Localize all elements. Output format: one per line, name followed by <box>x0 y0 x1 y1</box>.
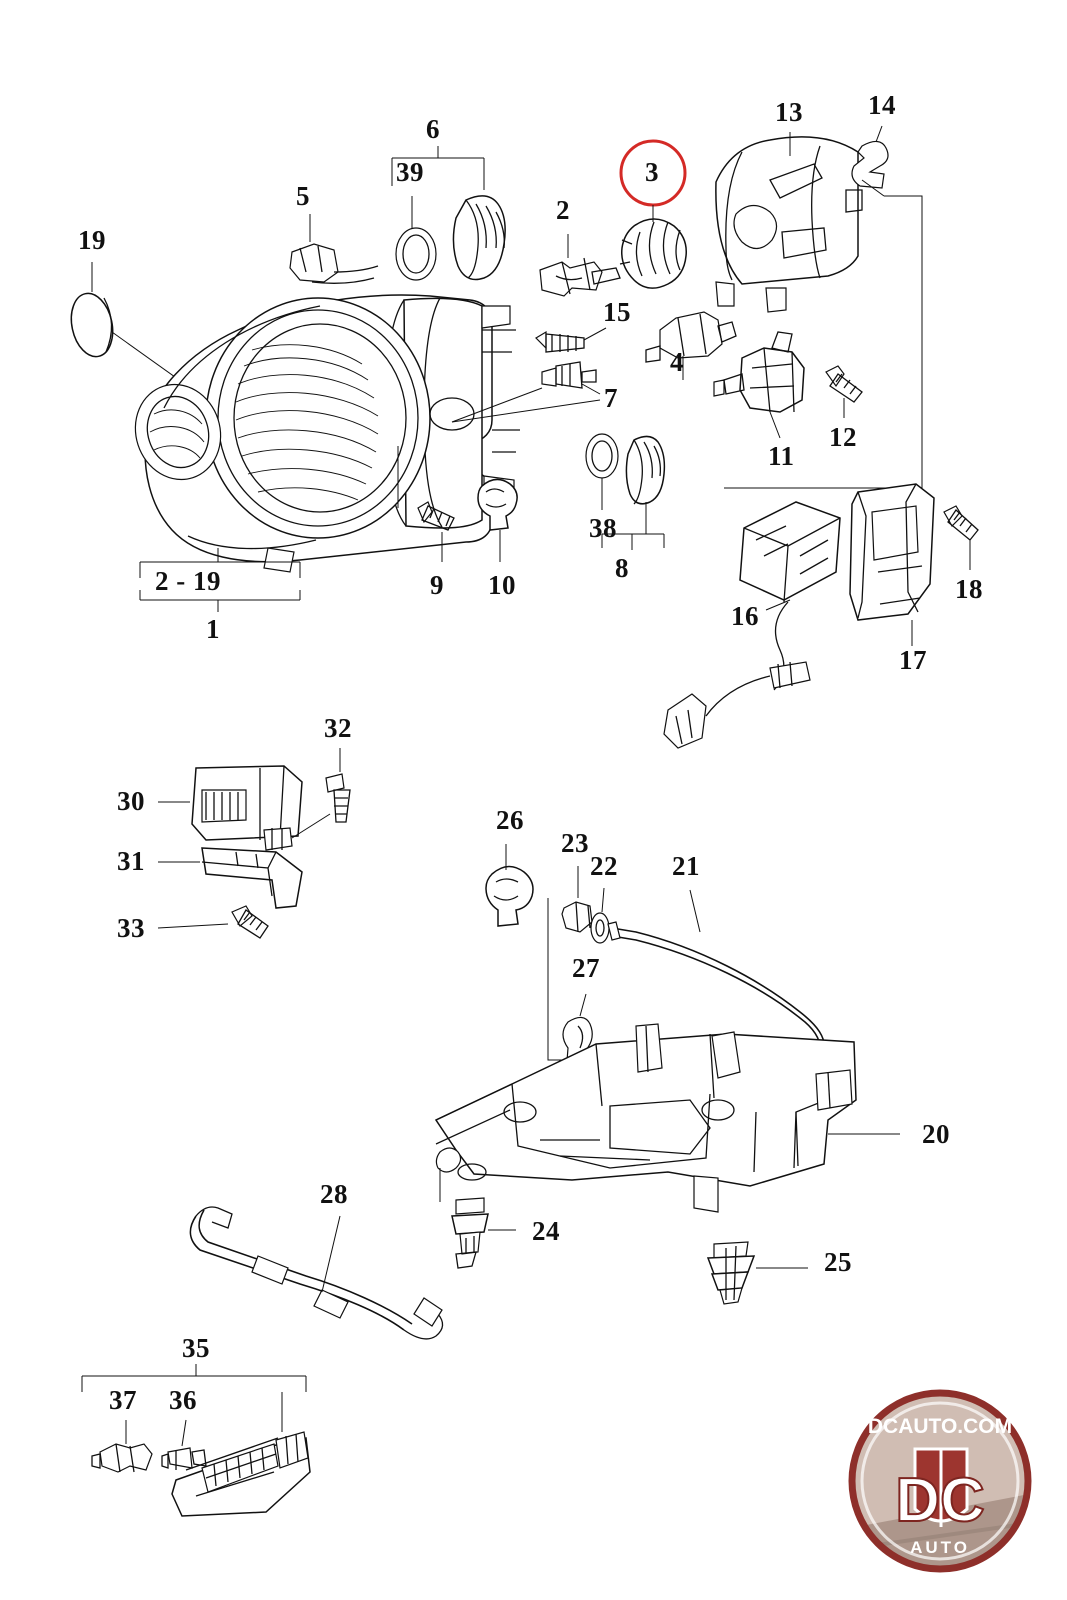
callout-4: 4 <box>670 347 684 377</box>
callout-30: 30 <box>117 786 145 816</box>
callout-3: 3 <box>645 157 659 187</box>
part-2-bulb <box>540 258 620 296</box>
svg-text:DCAUTO.COM: DCAUTO.COM <box>867 1415 1013 1438</box>
part-30-module <box>192 766 302 850</box>
part-14-clip <box>852 141 888 188</box>
part-35-side-marker <box>172 1432 310 1516</box>
callout-18: 18 <box>955 574 983 604</box>
callout-1: 1 <box>206 614 220 644</box>
part-23-nut <box>562 902 592 932</box>
callout-22: 22 <box>590 851 618 881</box>
headlight-housing <box>123 295 520 572</box>
callout-21: 21 <box>672 851 700 881</box>
part-8-cap <box>626 436 664 504</box>
callout-15: 15 <box>603 297 631 327</box>
part-5-clip <box>290 244 378 283</box>
part-3-bulb-holder <box>620 219 686 288</box>
part-26-grommet <box>486 866 533 926</box>
part-17-bracket <box>850 484 934 620</box>
part-38-oring <box>586 434 618 478</box>
part-36-bulb <box>162 1448 206 1470</box>
part-4-bulb-socket <box>646 312 736 362</box>
part-22-washer <box>591 913 609 943</box>
part-24-adjuster <box>452 1198 488 1268</box>
callout-36: 36 <box>169 1385 197 1415</box>
callout-33: 33 <box>117 913 145 943</box>
part-31-bracket <box>202 848 302 908</box>
callout-5: 5 <box>296 181 310 211</box>
callout-38: 38 <box>589 513 617 543</box>
callout-23: 23 <box>561 828 589 858</box>
part-28-hose <box>190 1207 442 1339</box>
callout-6: 6 <box>426 114 440 144</box>
callout-28: 28 <box>320 1179 348 1209</box>
callout-25: 25 <box>824 1247 852 1277</box>
callout-26: 26 <box>496 805 524 835</box>
callout-37: 37 <box>109 1385 137 1415</box>
callout-2: 2 <box>556 195 570 225</box>
part-7-bulb <box>542 362 596 388</box>
part-11-motor <box>714 332 804 412</box>
callout-9: 9 <box>430 570 444 600</box>
callout-17: 17 <box>899 645 927 675</box>
part-39-oring <box>396 228 436 280</box>
part-20-carrier <box>436 1024 856 1212</box>
part-12-screw <box>826 366 862 402</box>
callout-13: 13 <box>775 97 803 127</box>
callout-35: 35 <box>182 1333 210 1363</box>
svg-text:DC: DC <box>895 1466 985 1535</box>
callout-2-19: 2 - 19 <box>155 566 221 596</box>
callout-39: 39 <box>396 157 424 187</box>
part-6-cap <box>453 196 505 280</box>
callout-31: 31 <box>117 846 145 876</box>
callout-10: 10 <box>488 570 516 600</box>
part-18-screw <box>944 506 978 540</box>
callout-27: 27 <box>572 953 600 983</box>
callout-16: 16 <box>731 601 759 631</box>
watermark <box>835 1381 1045 1586</box>
part-33-screw <box>232 906 268 938</box>
callout-24: 24 <box>532 1216 560 1246</box>
callout-12: 12 <box>829 422 857 452</box>
part-15-screw <box>536 332 584 352</box>
part-19-cap <box>66 290 118 361</box>
callout-20: 20 <box>922 1119 950 1149</box>
callout-8: 8 <box>615 553 629 583</box>
svg-text:AUTO: AUTO <box>910 1538 970 1557</box>
part-25-bushing <box>708 1242 754 1304</box>
part-37-bulb-holder <box>92 1444 152 1472</box>
part-13-housing <box>716 137 862 312</box>
callout-14: 14 <box>868 90 896 120</box>
callout-11: 11 <box>768 441 795 471</box>
callout-19: 19 <box>78 225 106 255</box>
callout-7: 7 <box>604 383 618 413</box>
callout-32: 32 <box>324 713 352 743</box>
